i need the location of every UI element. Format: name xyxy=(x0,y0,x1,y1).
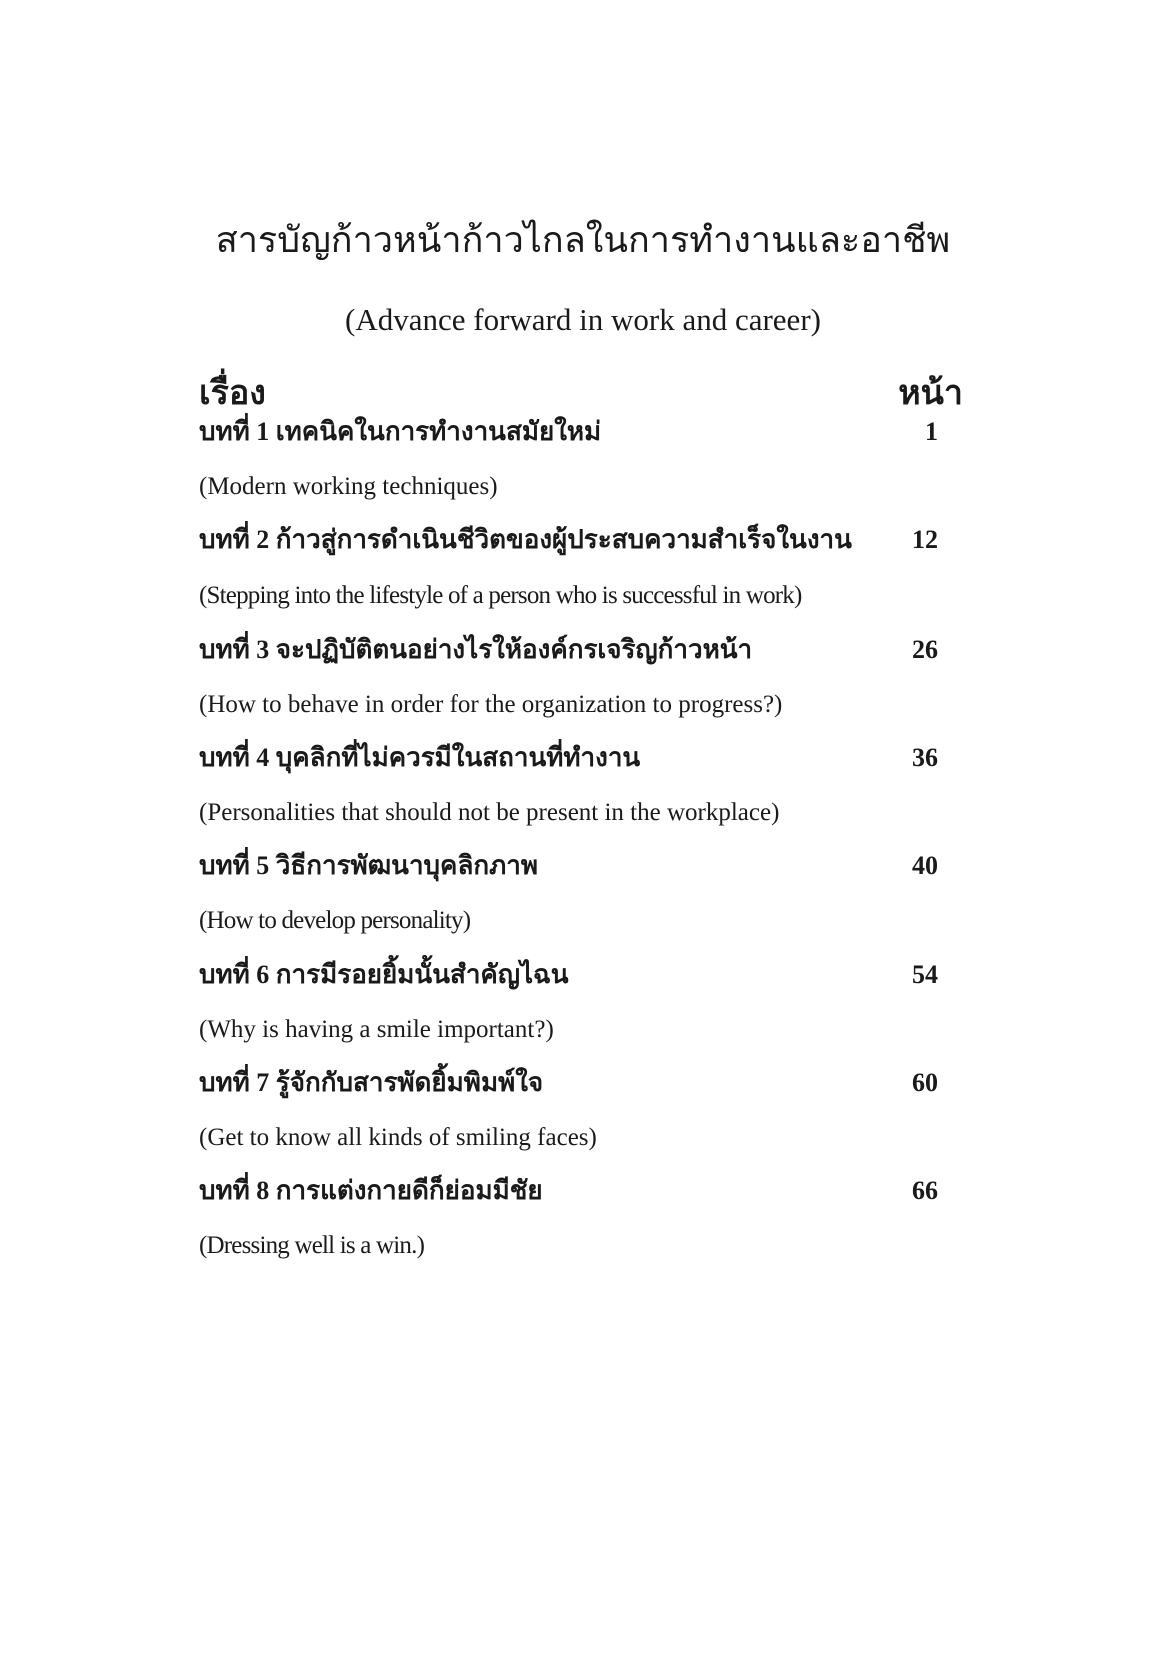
chapter-5-english: (How to develop personality) xyxy=(199,907,471,934)
chapter-5-page: 40 xyxy=(912,851,938,880)
chapter-3-english: (How to behave in order for the organization to progress?) xyxy=(199,691,783,718)
column-header-page: หน้า xyxy=(898,375,963,412)
column-header-topic: เรื่อง xyxy=(199,375,266,412)
chapter-1-page: 1 xyxy=(925,417,938,446)
chapter-7-title: บทที่ 7 รู้จักกับสารพัดยิ้มพิมพ์ใจ xyxy=(199,1068,544,1097)
chapter-2-page: 12 xyxy=(912,525,938,554)
chapter-2-english: (Stepping into the lifestyle of a person who is successful in work) xyxy=(199,582,802,609)
chapter-6-title: บทที่ 6 การมีรอยยิ้มนั้นสำคัญไฉน xyxy=(199,960,569,989)
chapter-4-english: (Personalities that should not be present in the workplace) xyxy=(199,799,780,826)
chapter-7-english: (Get to know all kinds of smiling faces) xyxy=(199,1124,597,1151)
chapter-7-page: 60 xyxy=(912,1068,938,1097)
chapter-1-english: (Modern working techniques) xyxy=(199,473,498,500)
chapter-1-title: บทที่ 1 เทคนิคในการทำงานสมัยใหม่ xyxy=(199,417,602,446)
chapter-8-title: บทที่ 8 การแต่งกายดีก็ย่อมมีชัย xyxy=(199,1176,543,1205)
toc-subtitle: (Advance forward in work and career) xyxy=(345,302,821,337)
chapter-8-english: (Dressing well is a win.) xyxy=(199,1232,425,1259)
chapter-2-title: บทที่ 2 ก้าวสู่การดำเนินชีวิตของผู้ประสบความสำเร็จในงาน xyxy=(199,525,852,554)
chapter-5-title: บทที่ 5 วิธีการพัฒนาบุคลิกภาพ xyxy=(199,851,539,880)
chapter-8-page: 66 xyxy=(912,1176,938,1205)
chapter-4-page: 36 xyxy=(912,743,938,772)
chapter-6-page: 54 xyxy=(912,960,938,989)
chapter-3-page: 26 xyxy=(912,635,938,664)
toc-title: สารบัญก้าวหน้าก้าวไกลในการทำงานและอาชีพ xyxy=(215,220,951,260)
chapter-6-english: (Why is having a smile important?) xyxy=(199,1016,554,1043)
chapter-3-title: บทที่ 3 จะปฏิบัติตนอย่างไรให้องค์กรเจริญก้าวหน้า xyxy=(199,635,753,664)
chapter-4-title: บทที่ 4 บุคลิกที่ไม่ควรมีในสถานที่ทำงาน xyxy=(199,743,641,772)
